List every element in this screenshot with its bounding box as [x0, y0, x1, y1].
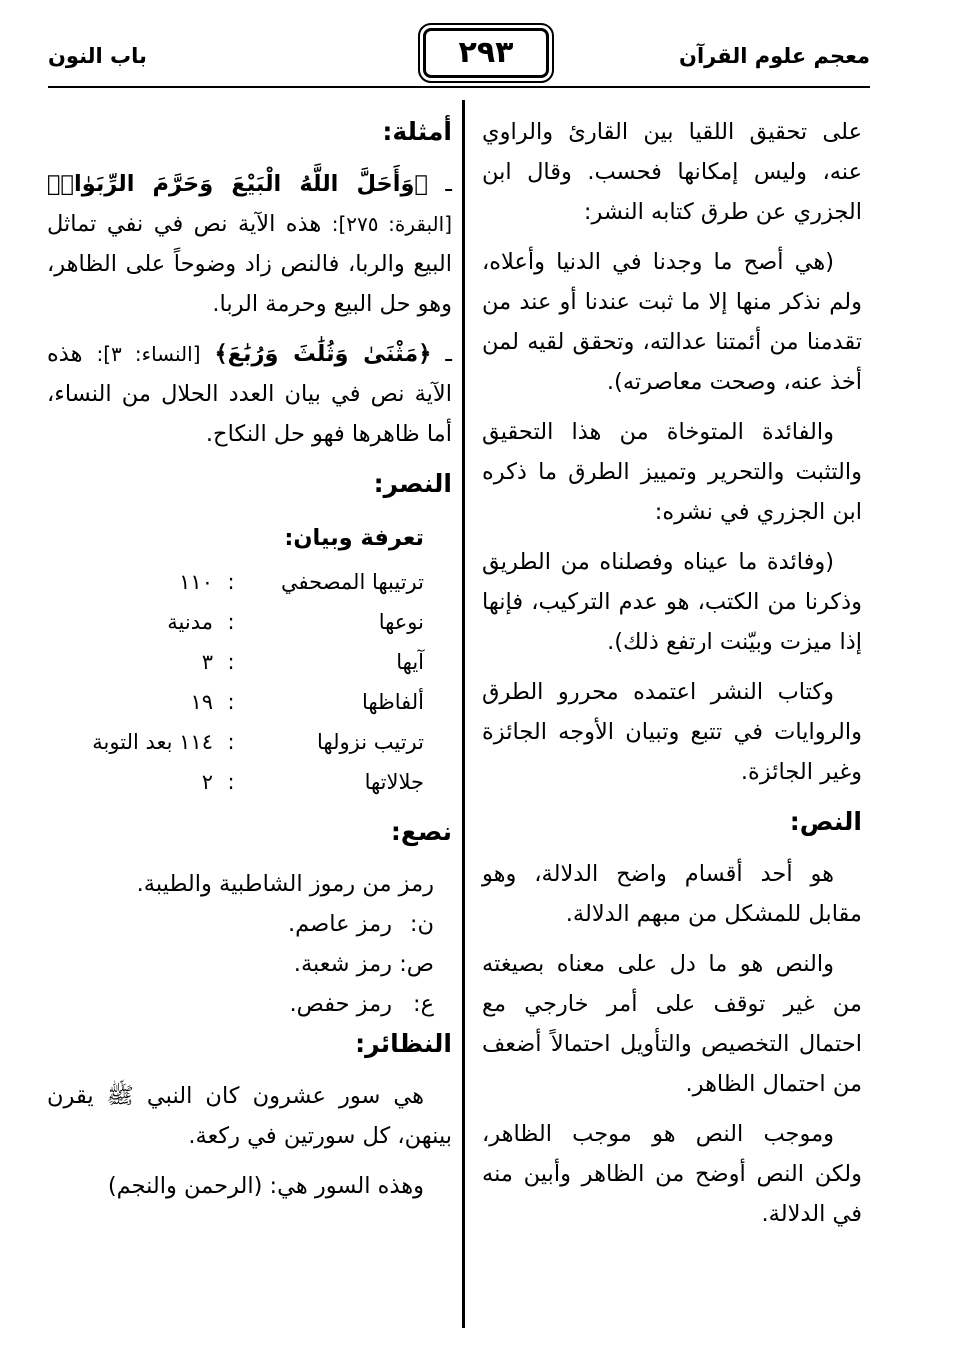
dash: ـ: [445, 171, 452, 197]
info-value: ١١٠: [179, 570, 213, 594]
paragraph: وهذه السور هي: (الرحمن والنجم): [107, 1173, 424, 1199]
symbol-line: [47, 984, 434, 1024]
info-value: ٢: [201, 770, 213, 794]
symbol-meaning: رمز شعبة.: [293, 951, 392, 977]
info-key: ألفاظها: [361, 690, 424, 714]
info-key: نوعها: [378, 610, 424, 634]
dash: ـ: [445, 341, 452, 367]
info-separator: :: [227, 650, 235, 674]
symbol-line: [47, 944, 434, 984]
info-key: آيها: [396, 650, 424, 674]
book-title: معجم علوم القرآن: [679, 44, 870, 68]
section-heading: النصر:: [373, 469, 452, 498]
example-text: هذه الآية نص في نفي تماثل البيع والربا، فالنص زاد وضوحاً على الظاهر، وهو حل البيع وحرمة الربا.: [47, 211, 452, 317]
info-separator: :: [227, 610, 235, 634]
verse-reference: [البقرة: ٢٧٥]:: [331, 212, 453, 236]
paragraph: وكتاب النشر اعتمده محررو الطرق والروايات في تتبع وتبيان الأوجه الجائزة وغير الجائزة.: [482, 679, 862, 785]
symbol-letter: ن:: [409, 911, 434, 937]
example-text: هذه الآية نص في بيان العدد الحلال من النساء، أما ظاهرها فهو حل النكاح.: [47, 341, 452, 447]
section-heading: النظائر:: [355, 1029, 452, 1058]
paragraph: هو أحد أقسام واضح الدلالة، وهو مقابل للمشكل من مبهم الدلالة.: [482, 861, 862, 927]
paragraph: هي سور عشرون كان النبي ﷺ يقرن بينهن، كل سورتين في ركعة.: [47, 1083, 452, 1149]
info-separator: :: [227, 770, 235, 794]
paragraph: على تحقيق اللقيا بين القارئ والراوي عنه، وليس إمكانها فحسب. وقال ابن الجزري عن طرق كتابه النشر:: [482, 119, 862, 225]
column-divider: [462, 100, 465, 1328]
info-value: مدنية: [167, 610, 213, 634]
surah-info-table: [92, 562, 424, 802]
info-value: ٣: [201, 650, 213, 674]
info-separator: :: [227, 570, 235, 594]
right-column: [482, 112, 862, 1244]
info-key: ترتيب نزولها: [317, 730, 424, 754]
symbol-line: [47, 904, 434, 944]
symbol-meaning: رمز حفص.: [289, 991, 392, 1017]
example-paragraph: [47, 164, 452, 324]
info-row: [92, 722, 424, 762]
quote-paragraph: (وفائدة ما عيناه وفصلناه من الطريق وذكرنا من الكتب، هو عدم التركيب، فإنها إذا ميزت وبيّنت ارتفع ذلك).: [482, 549, 862, 655]
left-column: [47, 112, 452, 1216]
example-paragraph: [47, 334, 452, 454]
quran-verse: ﴿مَثْنَىٰ وَثُلَٰثَ وَرُبَٰعَ﴾: [214, 341, 432, 367]
quran-verse: ﴿وَأَحَلَّ اللَّهُ الْبَيْعَ وَحَرَّمَ الرِّبَوٰا۟﴾: [47, 171, 428, 197]
verse-reference: [النساء: ٣]:: [96, 342, 201, 366]
section-heading: نصع:: [390, 817, 452, 846]
info-key: جلالاتها: [364, 770, 424, 794]
info-row: [92, 762, 424, 802]
info-value: ١١٤ بعد التوبة: [92, 730, 213, 754]
section-heading: أمثلة:: [382, 117, 452, 146]
info-value: ١٩: [190, 690, 213, 714]
page-number: ٢٩٣: [423, 28, 549, 78]
paragraph: وموجب النص هو موجب الظاهر، ولكن النص أوضح من الظاهر وأبين منه في الدلالة.: [482, 1121, 862, 1227]
info-row: [92, 642, 424, 682]
info-separator: :: [227, 690, 235, 714]
info-row: [92, 602, 424, 642]
page-header: [48, 28, 870, 88]
quote-paragraph: (هي أصح ما وجدنا في الدنيا وأعلاه، ولم نذكر منها إلا ما ثبت عندنا أو عند من تقدمنا من أئمتنا عدالته، وتحقق لقيه لمن أخذ عنه، وصحت معاصرته).: [482, 249, 862, 395]
section-heading: النص:: [789, 807, 862, 836]
paragraph: والفائدة المتوخاة من هذا التحقيق والتثبت والتحرير وتمييز الطرق ما ذكره ابن الجزري في نشره:: [482, 419, 862, 525]
card-title: تعرفة وبيان:: [284, 525, 424, 551]
info-row: [92, 562, 424, 602]
paragraph: والنص هو ما دل على معناه بصيغته من غير توقف على أمر خارجي مع احتمال التخصيص والتأويل احتمالاً أضعف من احتمال الظاهر.: [482, 951, 862, 1097]
paragraph: رمز من رموز الشاطبية والطيبة.: [136, 871, 434, 897]
info-key: ترتيبها المصحفي: [281, 570, 424, 594]
info-row: [92, 682, 424, 722]
info-separator: :: [227, 730, 235, 754]
symbol-letter: ع:: [412, 991, 434, 1017]
symbol-letter: ص:: [399, 951, 434, 977]
chapter-title: باب النون: [48, 44, 147, 68]
header-rule: [48, 86, 870, 88]
symbol-meaning: رمز عاصم.: [288, 911, 392, 937]
